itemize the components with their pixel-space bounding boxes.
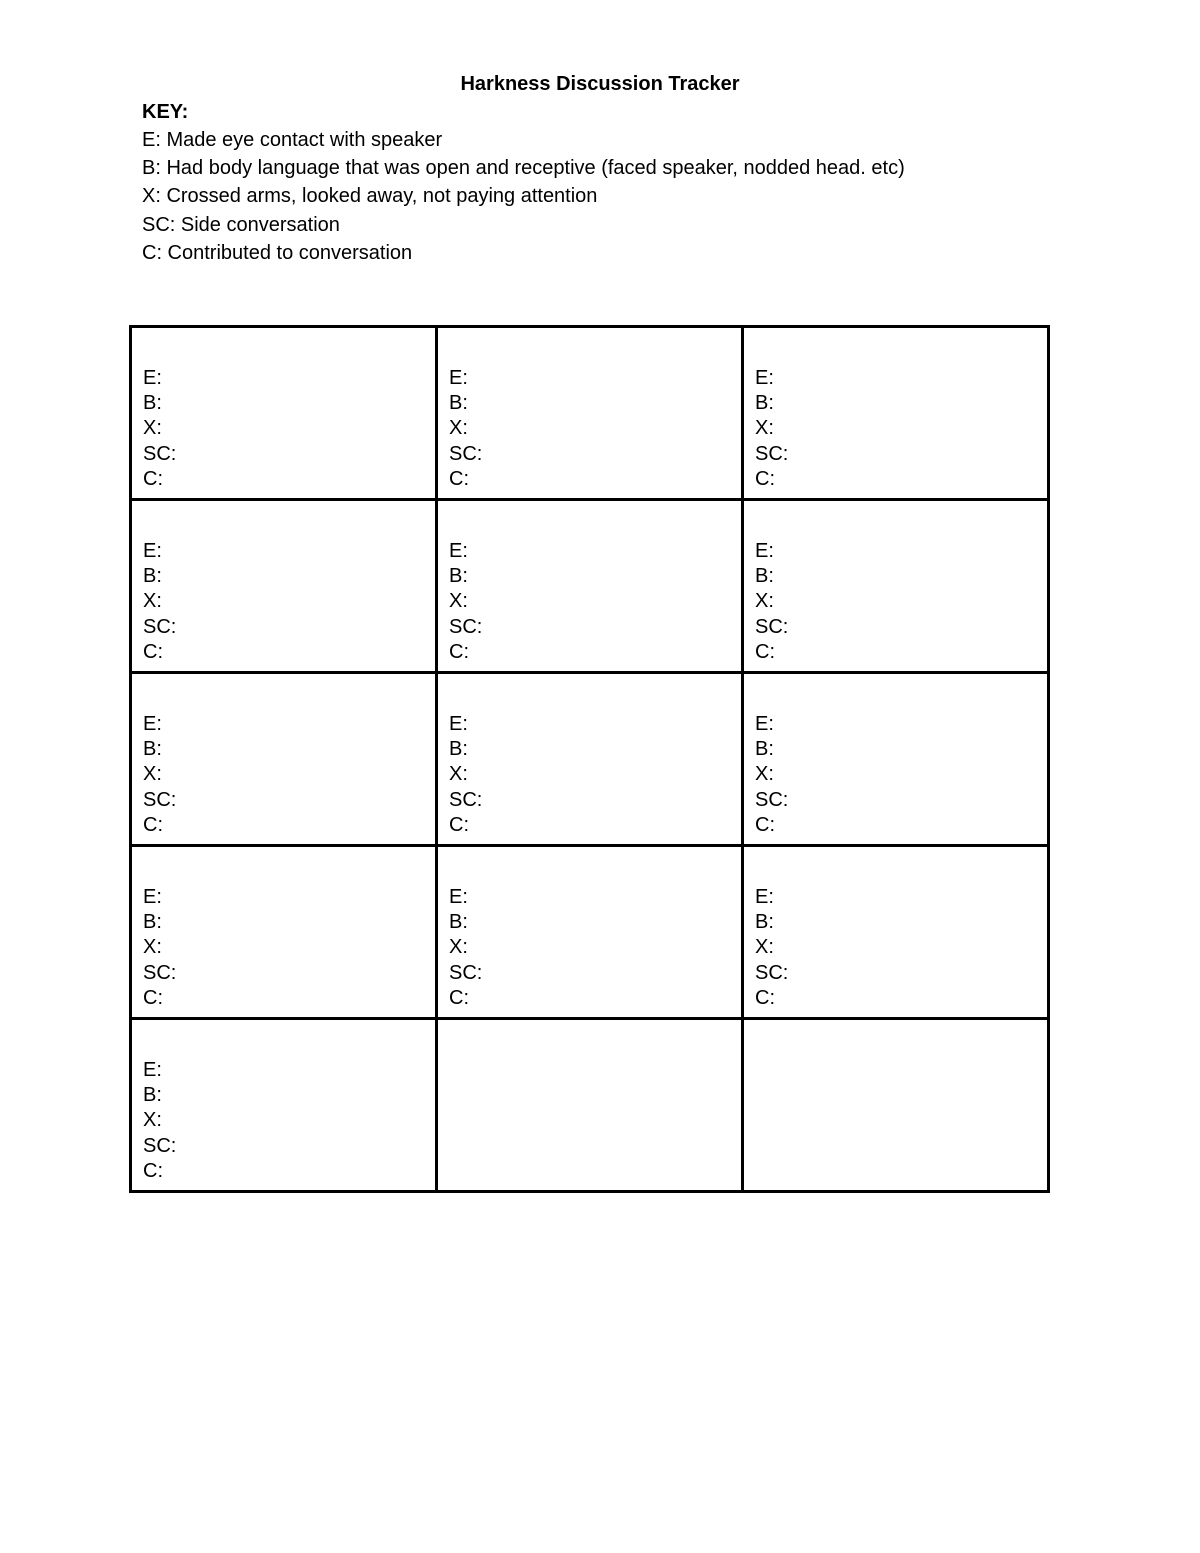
cell-label-list [132,1020,435,1184]
cell-label-list [438,847,741,1011]
cell-label: SC: [449,961,483,984]
cell-label: X: [143,1109,162,1132]
cell-label-list [744,847,1047,1011]
cell-label: B: [755,911,774,934]
cell-label: SC: [143,788,177,811]
cell-label: B: [449,738,468,761]
cell-label: E: [755,886,774,908]
tracker-cell[interactable] [437,500,743,673]
cell-label: SC: [755,961,789,984]
key-item-sc: SC: Side conversation [142,213,340,236]
empty-cell [743,1019,1049,1192]
grid-row [131,1019,1049,1192]
cell-label: E: [449,367,468,389]
tracker-grid [129,325,1050,1193]
cell-label: B: [143,738,162,761]
empty-cell [437,1019,743,1192]
cell-label: SC: [755,442,789,465]
cell-label: E: [143,1059,162,1081]
cell-label: X: [449,763,468,786]
cell-label-list [744,328,1047,492]
cell-label: SC: [143,442,177,465]
cell-label: B: [755,565,774,588]
cell-label: B: [143,392,162,415]
cell-label: X: [143,417,162,440]
cell-label-list [132,328,435,492]
cell-label: C: [143,1159,163,1182]
cell-label: SC: [143,961,177,984]
cell-label: C: [449,640,469,663]
tracker-cell[interactable] [743,500,1049,673]
cell-label: E: [755,367,774,389]
key-item-b: B: Had body language that was open and receptive (faced speaker, nodded head. etc) [142,157,905,180]
cell-label-list [132,674,435,838]
cell-label: B: [755,738,774,761]
cell-label: SC: [143,1134,177,1157]
cell-label-list [132,501,435,665]
cell-label: E: [143,713,162,735]
grid-row [131,500,1049,673]
tracker-cell[interactable] [437,327,743,500]
cell-label: SC: [755,788,789,811]
cell-label: E: [449,540,468,562]
cell-label: X: [755,590,774,613]
cell-label: SC: [449,788,483,811]
cell-label: B: [143,1084,162,1107]
cell-label: SC: [449,442,483,465]
cell-label: B: [449,565,468,588]
tracker-cell[interactable] [131,327,437,500]
cell-label: E: [449,886,468,908]
tracker-cell[interactable] [131,500,437,673]
cell-label: C: [449,467,469,490]
tracker-cell[interactable] [437,673,743,846]
cell-label-list [438,328,741,492]
key-item-c: C: Contributed to conversation [142,241,413,264]
cell-label: B: [449,911,468,934]
cell-label-list [438,674,741,838]
grid-row [131,673,1049,846]
cell-label: C: [449,986,469,1009]
grid-row [131,846,1049,1019]
key-item-e: E: Made eye contact with speaker [142,129,443,151]
tracker-cell[interactable] [437,846,743,1019]
cell-label: X: [449,590,468,613]
key-item-x: X: Crossed arms, looked away, not paying attention [142,185,598,208]
page-title: Harkness Discussion Tracker [460,73,740,95]
cell-label-list [132,847,435,1011]
cell-label: E: [755,540,774,562]
cell-label: X: [755,763,774,786]
cell-label: X: [143,590,162,613]
cell-label: SC: [143,615,177,638]
cell-label: E: [143,540,162,562]
cell-label: B: [449,392,468,415]
cell-label: C: [143,813,163,836]
cell-label: X: [755,936,774,959]
tracker-cell[interactable] [743,846,1049,1019]
cell-label: C: [449,813,469,836]
cell-label-list [438,501,741,665]
tracker-cell[interactable] [131,1019,437,1192]
cell-label: C: [143,986,163,1009]
cell-label: C: [755,813,775,836]
cell-label: E: [143,886,162,908]
tracker-cell[interactable] [131,673,437,846]
cell-label: SC: [449,615,483,638]
cell-label: C: [755,467,775,490]
cell-label: E: [143,367,162,389]
cell-label: X: [449,417,468,440]
cell-label-list [744,674,1047,838]
grid-row [131,327,1049,500]
cell-label: E: [755,713,774,735]
tracker-cell[interactable] [743,327,1049,500]
cell-label: C: [143,640,163,663]
cell-label: C: [755,640,775,663]
cell-label: E: [449,713,468,735]
tracker-cell[interactable] [131,846,437,1019]
cell-label: X: [143,936,162,959]
tracker-cell[interactable] [743,673,1049,846]
cell-label: X: [143,763,162,786]
cell-label: C: [143,467,163,490]
cell-label: X: [755,417,774,440]
key-legend [142,98,1092,267]
key-heading: KEY: [142,101,189,123]
cell-label: B: [143,911,162,934]
cell-label: X: [449,936,468,959]
cell-label: B: [143,565,162,588]
cell-label: C: [755,986,775,1009]
key-list [142,126,1092,267]
cell-label: SC: [755,615,789,638]
cell-label-list [744,501,1047,665]
cell-label: B: [755,392,774,415]
